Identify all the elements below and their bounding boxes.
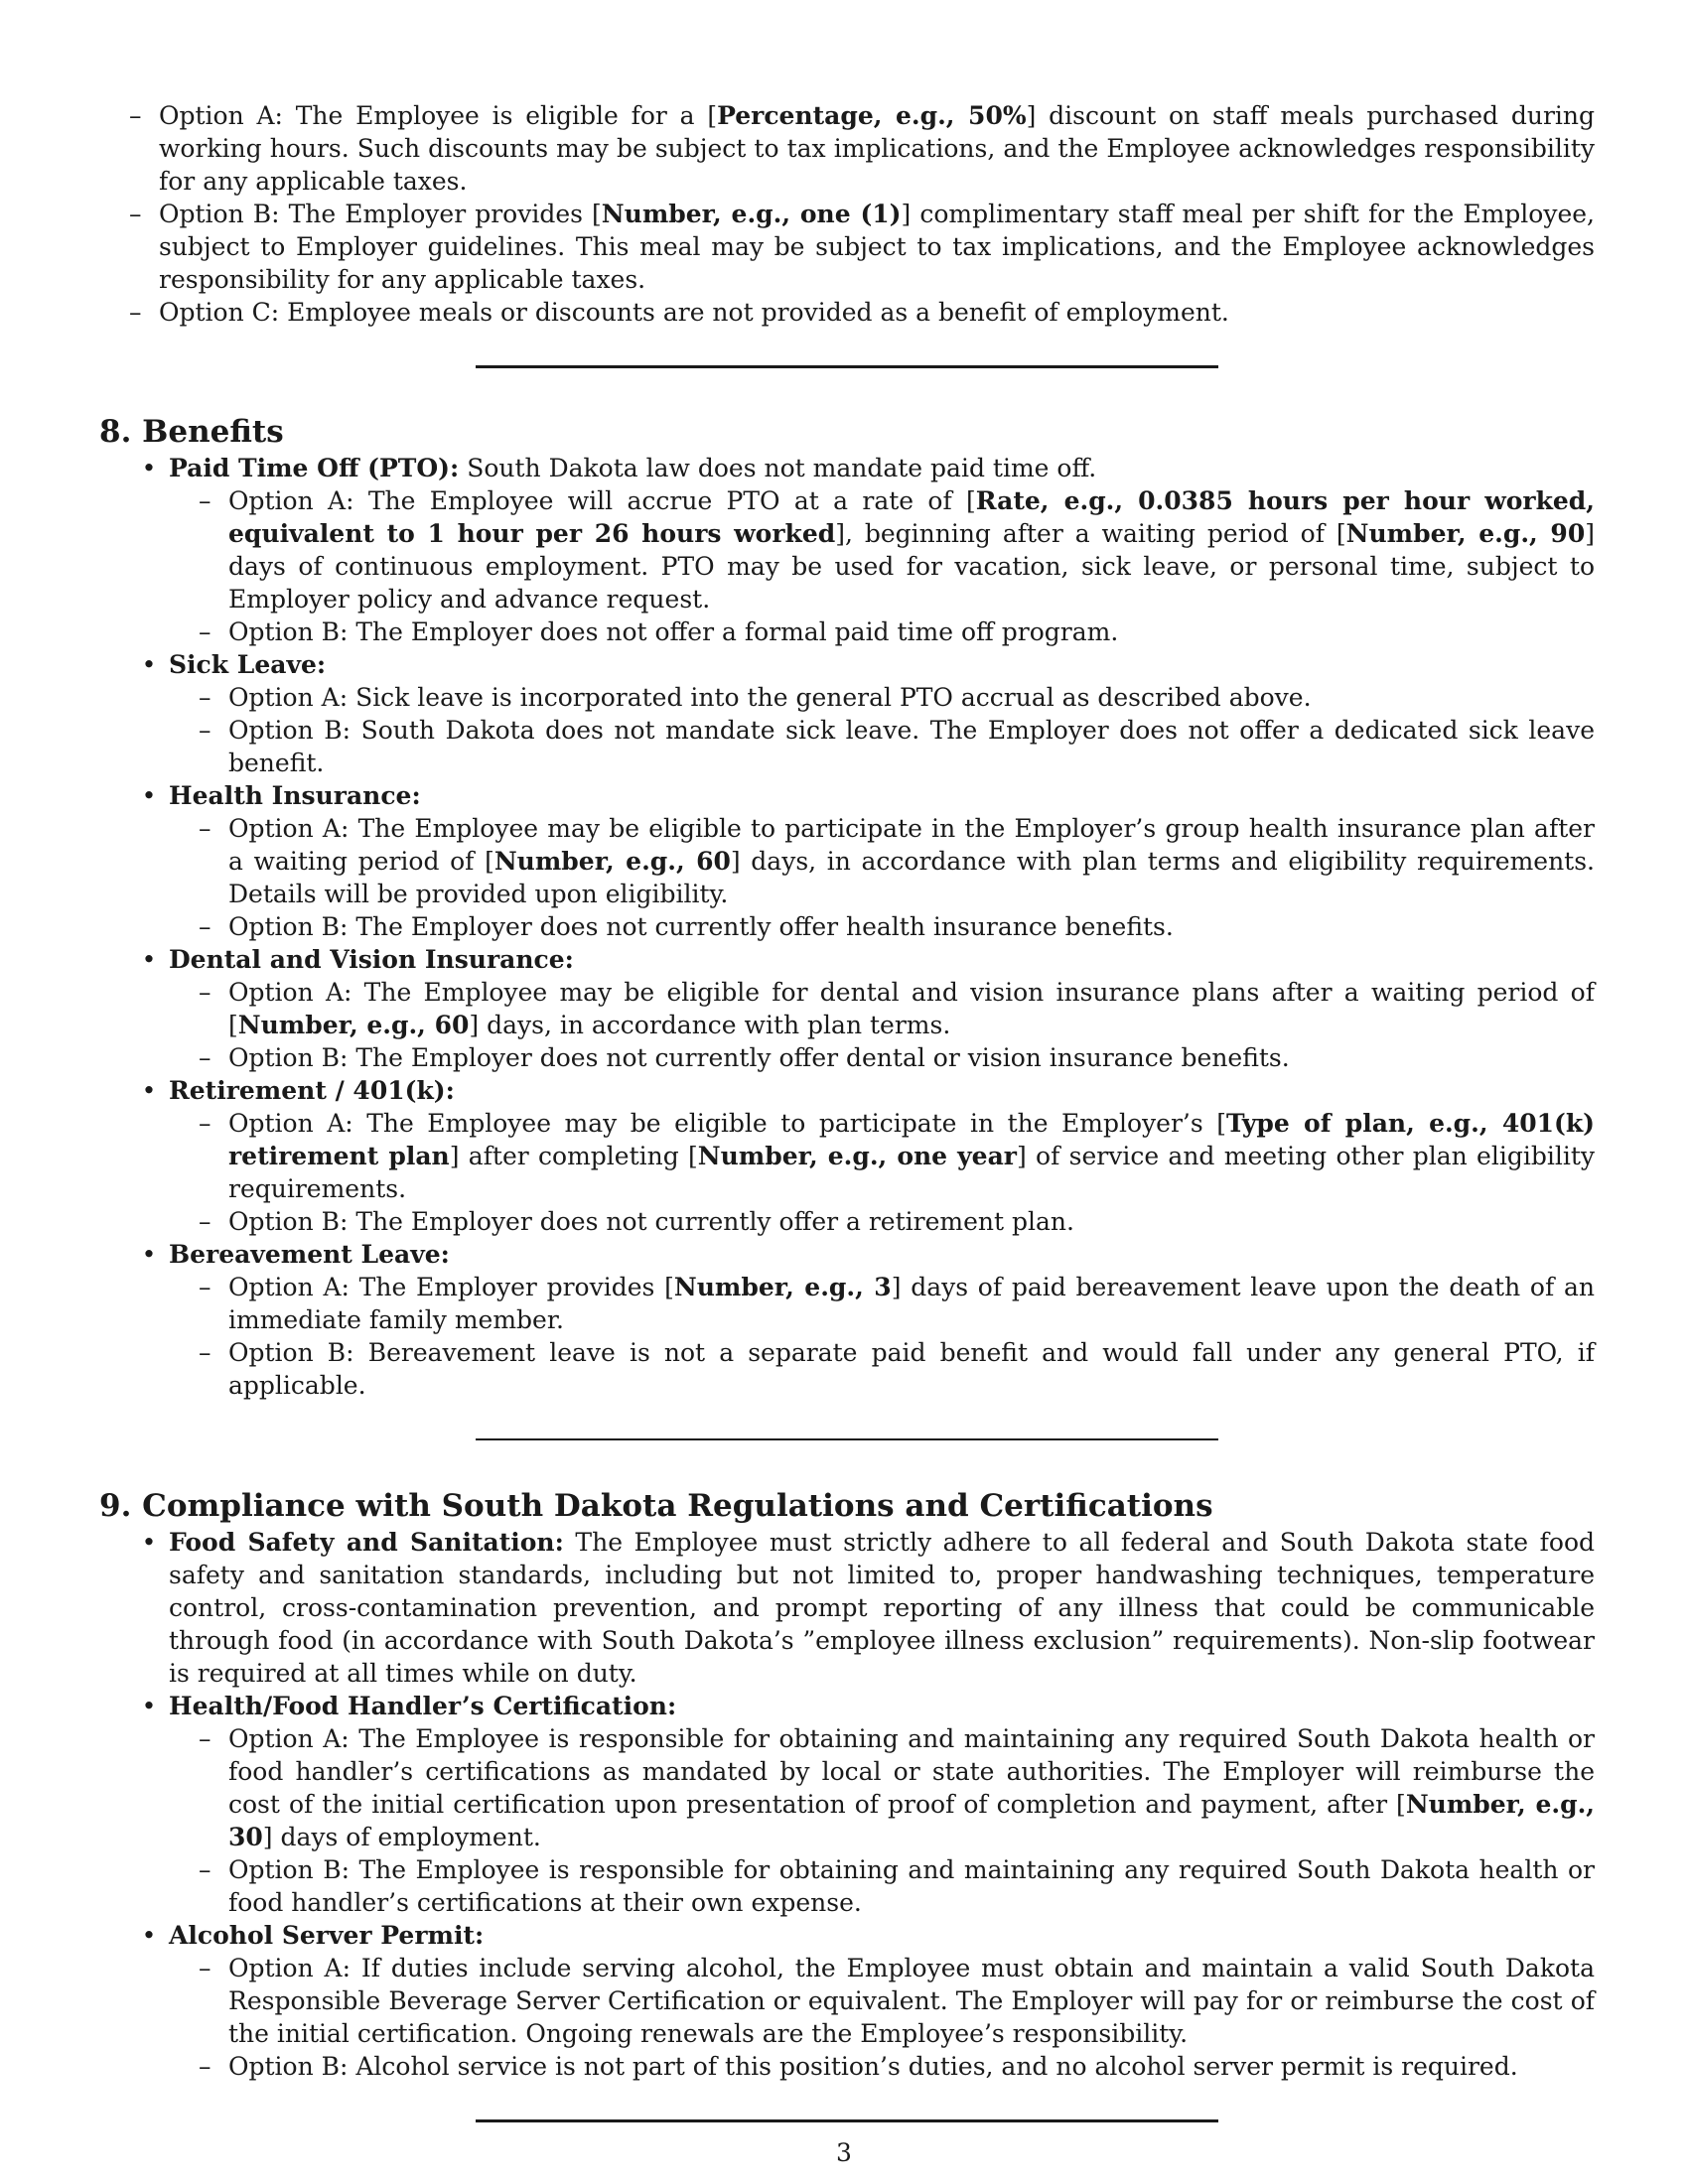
bullet-marker: • xyxy=(141,1528,157,1557)
section-9-heading: 9. Compliance with South Dakota Regulations and Certifications xyxy=(99,1488,1213,1524)
page-number: 3 xyxy=(836,2138,852,2167)
dental-option-b: – Option B: The Employer does not currently offer dental or vision insurance benefits. xyxy=(199,1043,1290,1072)
dash-marker: – xyxy=(199,1724,211,1753)
bullet-marker: • xyxy=(141,454,157,482)
dash-marker: – xyxy=(199,814,211,843)
bullet-marker: • xyxy=(141,1692,157,1720)
pto-option-a: – Option A: The Employee will accrue PTO at a rate of [Rate, e.g., 0.0385 hours per hour worked, equivalent to 1 hour per 26 hours worked], beginning after a waiting period of [Number, e.g., 90] days of continuous employment. PTO may be used for vacation, sick leave, or personal time, subject to Employer policy and advance request. xyxy=(199,486,1595,614)
bullet-marker: • xyxy=(141,1921,157,1950)
meals-option-a: – Option A: The Employee is eligible for a [Percentage, e.g., 50%] discount on staff meals purchased during working hours. Such discounts may be subject to tax implications, and the Employee acknowledges responsibility for any applicable taxes. xyxy=(129,101,1595,196)
benefit-sick-leave: • Sick Leave: – Option A: Sick leave is incorporated into the general PTO accrual as described above. – Option B: South Dakota does not mandate sick leave. The Employer does not offer a dedicated sick leave benefit. xyxy=(169,648,1595,779)
benefit-health-insurance: • Health Insurance: – Option A: The Employee may be eligible to participate in the Employer’s group health insurance plan after a waiting period of [Number, e.g., 60] days, in accordance with plan terms and eligibility requirements. Details will be provided upon eligibility. – Option B: The Employer does not currently offer health insurance benefits. xyxy=(169,779,1595,943)
bullet-marker: • xyxy=(141,945,157,974)
dash-marker: – xyxy=(199,1109,211,1138)
meals-option-b: – Option B: The Employer provides [Number, e.g., one (1)] complimentary staff meal per shift for the Employee, subject to Employer guidelines. This meal may be subject to tax implications, and the Employee acknowledges responsibility for any applicable taxes. xyxy=(129,200,1595,294)
retirement-option-b: – Option B: The Employer does not currently offer a retirement plan. xyxy=(199,1207,1074,1236)
bullet-marker: • xyxy=(141,1076,157,1105)
meals-option-c: – Option C: Employee meals or discounts are not provided as a benefit of employment. xyxy=(129,298,1229,327)
sick-option-b: – Option B: South Dakota does not mandate sick leave. The Employer does not offer a dedicated sick leave benefit. xyxy=(199,716,1595,777)
dash-marker: – xyxy=(199,1954,211,1982)
dash-marker: – xyxy=(199,683,211,712)
dash-marker: – xyxy=(129,101,142,130)
dental-option-a: – Option A: The Employee may be eligible for dental and vision insurance plans after a waiting period of [Number, e.g., 60] days, in accordance with plan terms. xyxy=(199,978,1595,1039)
bereavement-option-b: – Option B: Bereavement leave is not a separate paid benefit and would fall under any general PTO, if applicable. xyxy=(199,1338,1595,1400)
compliance-food-safety: • Food Safety and Sanitation: The Employee must strictly adhere to all federal and South Dakota state food safety and sanitation standards, including but not limited to, proper handwashing techniques, temperature control, cross-contamination prevention, and prompt reporting of any illness that could be communicable through food (in accordance with South Dakota’s ”employee illness exclusion” requirements). Non-slip footwear is required at all times while on duty. xyxy=(169,1526,1595,1690)
pto-option-b: – Option B: The Employer does not offer a formal paid time off program. xyxy=(199,617,1119,646)
section-divider xyxy=(476,365,1218,368)
benefit-dental-vision: • Dental and Vision Insurance: – Option A: The Employee may be eligible for dental and vision insurance plans after a waiting period of [Number, e.g., 60] days, in accordance with plan terms. – Option B: The Employer does not currently offer dental or vision insurance benefits. xyxy=(169,943,1595,1074)
dash-marker: – xyxy=(199,912,211,941)
bullet-marker: • xyxy=(141,781,157,810)
alcohol-option-a: – Option A: If duties include serving alcohol, the Employee must obtain and maintain a valid South Dakota Responsible Beverage Server Certification or equivalent. The Employer will pay for or reimburse the cost of the initial certification. Ongoing renewals are the Employee’s responsibility. xyxy=(199,1954,1595,2048)
bullet-marker: • xyxy=(141,650,157,679)
dash-marker: – xyxy=(199,617,211,646)
meals-options-list xyxy=(99,99,1595,329)
compliance-alcohol-permit: • Alcohol Server Permit: – Option A: If duties include serving alcohol, the Employee must obtain and maintain a valid South Dakota Responsible Beverage Server Certification or equivalent. The Employer will pay for or reimburse the cost of the initial certification. Ongoing renewals are the Employee’s responsibility. – Option B: Alcohol service is not part of this position’s duties, and no alcohol server permit is required. xyxy=(169,1919,1595,2083)
benefit-retirement: • Retirement / 401(k): – Option A: The Employee may be eligible to participate in the Employer’s [Type of plan, e.g., 401(k) retirement plan] after completing [Number, e.g., one year] of service and meeting other plan eligibility requirements. – Option B: The Employer does not currently offer a retirement plan. xyxy=(169,1074,1595,1238)
section-divider xyxy=(476,2119,1218,2122)
bullet-marker: • xyxy=(141,1240,157,1269)
dash-marker: – xyxy=(129,298,142,327)
section-8-heading: 8. Benefits xyxy=(99,414,284,450)
retirement-option-a: – Option A: The Employee may be eligible to participate in the Employer’s [Type of plan, e.g., 401(k) retirement plan] after completing [Number, e.g., one year] of service and meeting other plan eligibility requirements. xyxy=(199,1109,1595,1203)
sick-option-a: – Option A: Sick leave is incorporated into the general PTO accrual as described above. xyxy=(199,683,1312,712)
bereavement-option-a: – Option A: The Employer provides [Number, e.g., 3] days of paid bereavement leave upon the death of an immediate family member. xyxy=(199,1273,1595,1334)
benefits-list xyxy=(99,452,1595,1402)
dash-marker: – xyxy=(199,1855,211,1884)
dash-marker: – xyxy=(199,1273,211,1301)
document-page xyxy=(99,99,1595,2122)
alcohol-option-b: – Option B: Alcohol service is not part of this position’s duties, and no alcohol server permit is required. xyxy=(199,2052,1518,2081)
compliance-food-handler: • Health/Food Handler’s Certification: – Option A: The Employee is responsible for obtaining and maintaining any required South Dakota health or food handler’s certifications as mandated by local or state authorities. The Employer will reimburse the cost of the initial certification upon presentation of proof of completion and payment, after [Number, e.g., 30] days of employment. – Option B: The Employee is responsible for obtaining and maintaining any required South Dakota health or food handler’s certifications at their own expense. xyxy=(169,1690,1595,1919)
dash-marker: – xyxy=(199,1338,211,1367)
dash-marker: – xyxy=(129,200,142,228)
dash-marker: – xyxy=(199,1043,211,1072)
compliance-list xyxy=(99,1526,1595,2083)
dash-marker: – xyxy=(199,716,211,745)
dash-marker: – xyxy=(199,978,211,1007)
handler-option-b: – Option B: The Employee is responsible for obtaining and maintaining any required South Dakota health or food handler’s certifications at their own expense. xyxy=(199,1855,1595,1917)
health-option-a: – Option A: The Employee may be eligible to participate in the Employer’s group health insurance plan after a waiting period of [Number, e.g., 60] days, in accordance with plan terms and eligibility requirements. Details will be provided upon eligibility. xyxy=(199,814,1595,908)
dash-marker: – xyxy=(199,1207,211,1236)
section-divider xyxy=(476,1438,1218,1440)
health-option-b: – Option B: The Employer does not currently offer health insurance benefits. xyxy=(199,912,1174,941)
dash-marker: – xyxy=(199,486,211,515)
benefit-bereavement: • Bereavement Leave: – Option A: The Employer provides [Number, e.g., 3] days of paid bereavement leave upon the death of an immediate family member. – Option B: Bereavement leave is not a separate paid benefit and would fall under any general PTO, if applicable. xyxy=(169,1238,1595,1402)
benefit-pto: • Paid Time Off (PTO): South Dakota law does not mandate paid time off. – Option A: The Employee will accrue PTO at a rate of [Rate, e.g., 0.0385 hours per hour worked, equivalent to 1 hour per 26 hours worked], beginning after a waiting period of [Number, e.g., 90] days of continuous employment. PTO may be used for vacation, sick leave, or personal time, subject to Employer policy and advance request. – Option B: The Employer does not offer a formal paid time off program. xyxy=(169,452,1595,648)
handler-option-a: – Option A: The Employee is responsible for obtaining and maintaining any required South Dakota health or food handler’s certifications as mandated by local or state authorities. The Employer will reimburse the cost of the initial certification upon presentation of proof of completion and payment, after [Number, e.g., 30] days of employment. xyxy=(199,1724,1595,1851)
dash-marker: – xyxy=(199,2052,211,2081)
